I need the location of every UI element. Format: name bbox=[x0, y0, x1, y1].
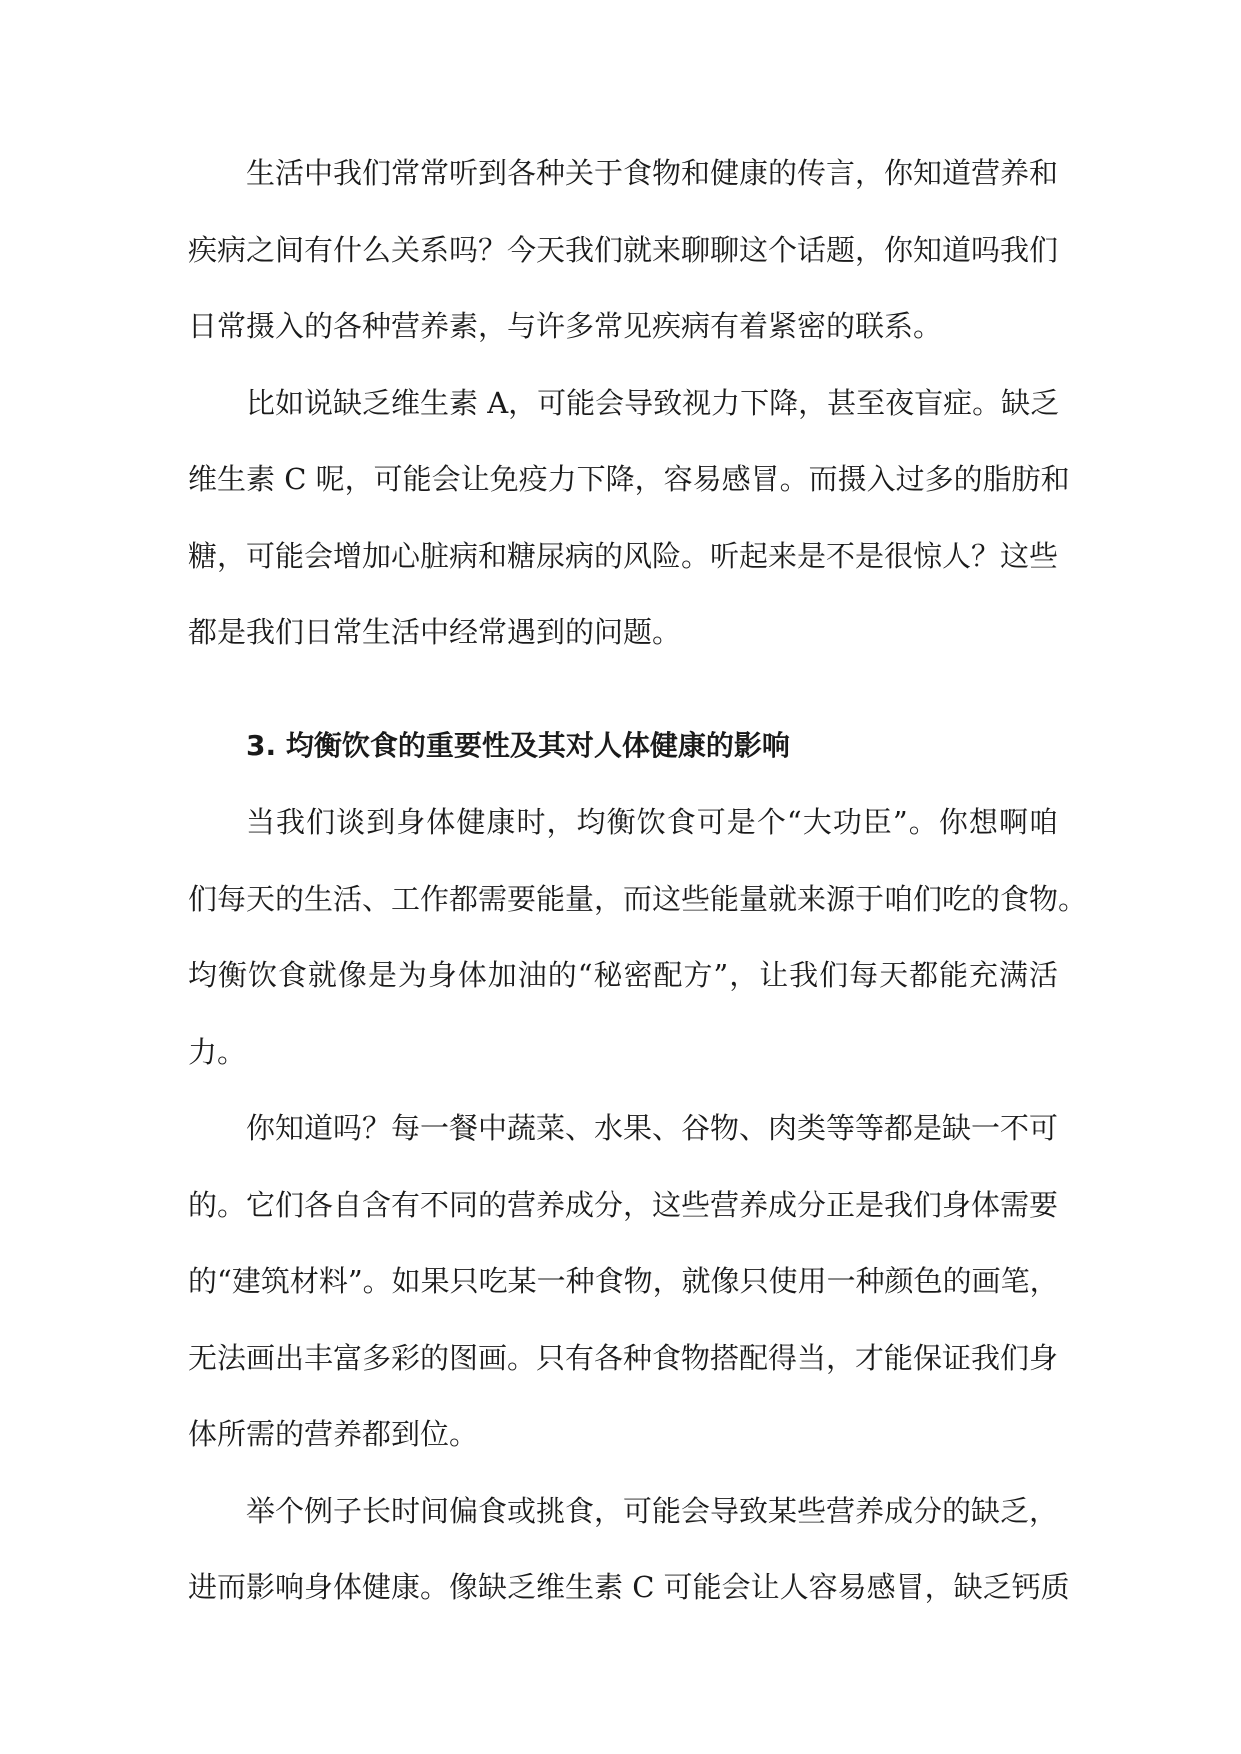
paragraph-line: 举个例子长时间偏食或挑食，可能会导致某些营养成分的缺乏， bbox=[246, 1493, 1059, 1528]
paragraph-line: 的“建筑材料”。如果只吃某一种食物，就像只使用一种颜色的画笔， bbox=[188, 1264, 1059, 1298]
paragraph-line: 当我们谈到身体健康时，均衡饮食可是个“大功臣”。你想啊咱 bbox=[246, 805, 1058, 839]
paragraph-line: 无法画出丰富多彩的图画。只有各种食物搭配得当，才能保证我们身 bbox=[188, 1340, 1059, 1375]
section-spacer bbox=[188, 677, 1058, 714]
paragraph-line: 体所需的营养都到位。 bbox=[188, 1417, 479, 1451]
paragraph-line: 进而影响身体健康。像缺乏维生素 C 可能会让人容易感冒，缺乏钙质 bbox=[188, 1570, 1070, 1604]
paragraph-line: 力。 bbox=[188, 1034, 247, 1069]
section-heading: 3. 均衡饮食的重要性及其对人体健康的影响 bbox=[246, 728, 790, 762]
paragraph-line: 们每天的生活、工作都需要能量，而这些能量就来源于咱们吃的食物。 bbox=[188, 881, 1088, 916]
paragraph-line: 比如说缺乏维生素 A，可能会导致视力下降，甚至夜盲症。缺乏 bbox=[246, 385, 1060, 420]
paragraph-line: 均衡饮食就像是为身体加油的“秘密配方”，让我们每天都能充满活 bbox=[188, 958, 1058, 992]
paragraph-line: 日常摄入的各种营养素，与许多常见疾病有着紧密的联系。 bbox=[188, 309, 943, 343]
paragraph bbox=[188, 141, 1058, 371]
document-body bbox=[188, 141, 1088, 1632]
paragraph bbox=[188, 1096, 1058, 1479]
paragraph-line: 的。它们各自含有不同的营养成分，这些营养成分正是我们身体需要 bbox=[188, 1187, 1059, 1222]
paragraph bbox=[188, 1479, 1070, 1632]
paragraph-line: 你知道吗？每一餐中蔬菜、水果、谷物、肉类等等都是缺一不可 bbox=[246, 1111, 1059, 1145]
paragraph bbox=[188, 371, 1070, 677]
paragraph-line: 都是我们日常生活中经常遇到的问题。 bbox=[188, 615, 682, 649]
paragraph-line: 疾病之间有什么关系吗？今天我们就来聊聊这个话题，你知道吗我们 bbox=[188, 232, 1059, 267]
paragraph-line: 维生素 C 呢，可能会让免疫力下降，容易感冒。而摄入过多的脂肪和 bbox=[188, 462, 1070, 496]
paragraph bbox=[188, 790, 1088, 1096]
paragraph-line: 糖，可能会增加心脏病和糖尿病的风险。听起来是不是很惊人？这些 bbox=[188, 538, 1059, 573]
paragraph-line: 生活中我们常常听到各种关于食物和健康的传言，你知道营养和 bbox=[246, 156, 1059, 190]
